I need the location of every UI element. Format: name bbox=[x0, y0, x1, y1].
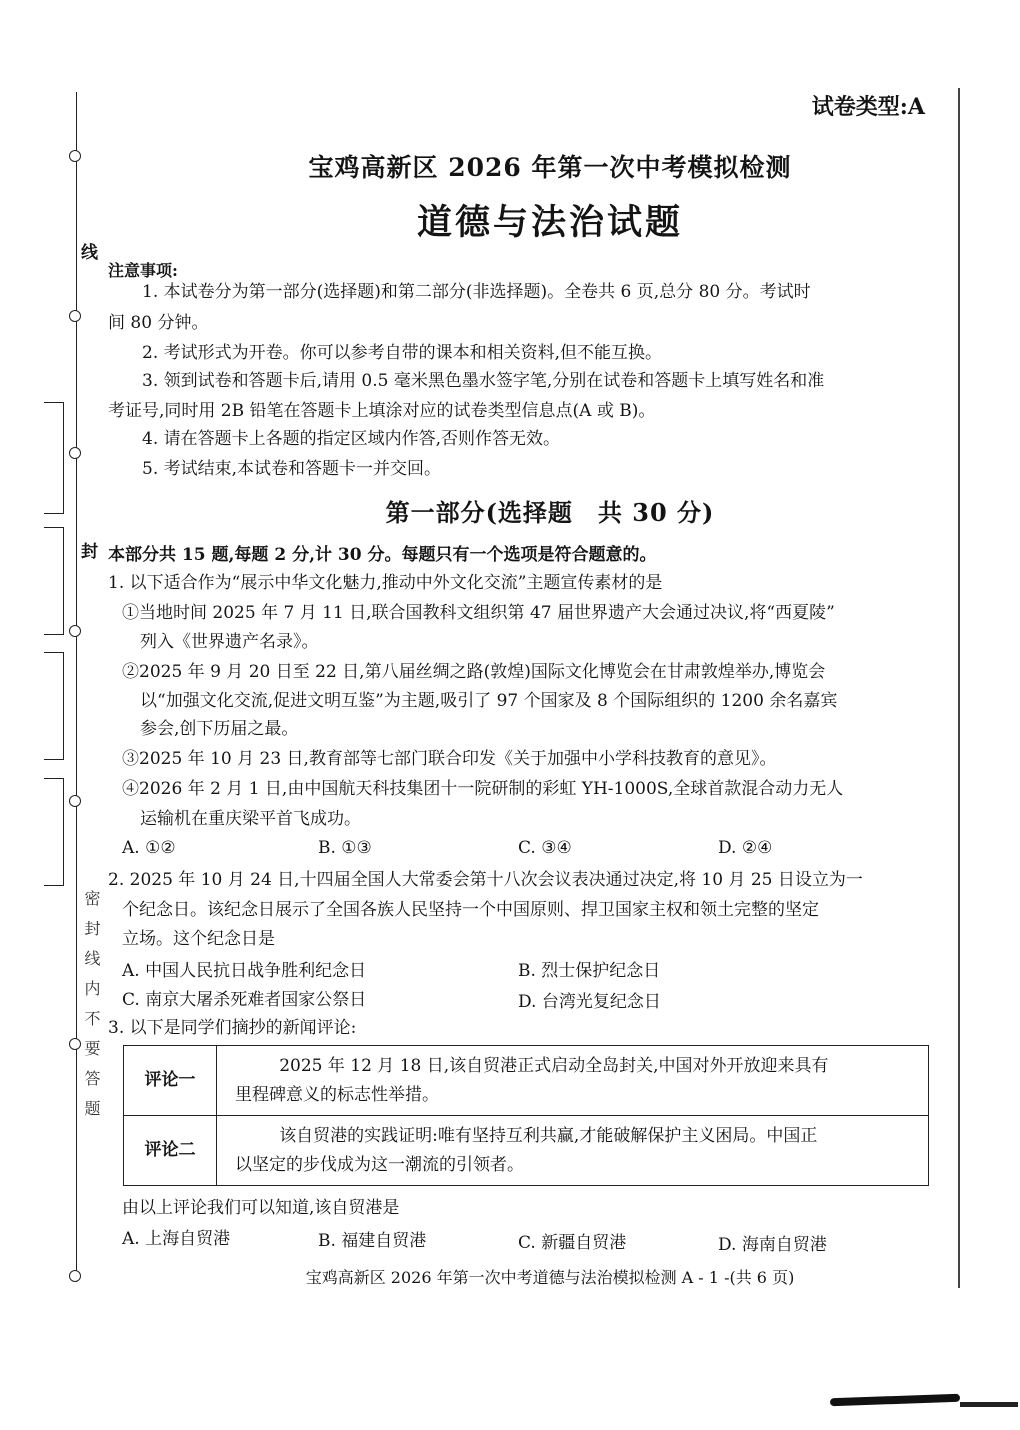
q2-option-d[interactable]: D. 台湾光复纪念日 bbox=[518, 992, 661, 1012]
q3-option-c[interactable]: C. 新疆自贸港 bbox=[518, 1233, 627, 1253]
note-line: 4. 请在答题卡上各题的指定区域内作答,否则作答无效。 bbox=[142, 429, 561, 449]
binding-line bbox=[76, 92, 77, 1282]
scan-artifact bbox=[960, 1402, 1018, 1407]
q1-option-a[interactable]: A. ①② bbox=[122, 838, 176, 858]
info-box bbox=[44, 778, 64, 886]
seal-char-line: 线 bbox=[81, 243, 98, 263]
q1-item-line: 参会,创下历届之最。 bbox=[140, 719, 299, 739]
comment-label: 评论一 bbox=[124, 1046, 217, 1116]
q1-option-b[interactable]: B. ①③ bbox=[318, 838, 372, 858]
binding-hole bbox=[69, 310, 81, 322]
info-box bbox=[44, 402, 64, 514]
comment-text: 该自贸港的实践证明:唯有坚持互利共赢,才能破解保护主义困局。中国正 以坚定的步伐成为这一潮流的引领者。 bbox=[217, 1116, 929, 1186]
question-2-stem: 个纪念日。该纪念日展示了全国各族人民坚持一个中国原则、捍卫国家主权和领土完整的坚定 bbox=[122, 900, 819, 920]
q1-item-line: ②2025 年 9 月 20 日至 22 日,第八届丝绸之路(敦煌)国际文化博览会在甘肃敦煌举办,博览会 bbox=[122, 662, 826, 682]
q1-option-c[interactable]: C. ③④ bbox=[518, 838, 572, 858]
comment-row bbox=[124, 1046, 929, 1116]
part-intro: 本部分共 15 题,每题 2 分,计 30 分。每题只有一个选项是符合题意的。 bbox=[108, 545, 657, 565]
binding-hole bbox=[69, 625, 81, 637]
comment-row bbox=[124, 1116, 929, 1186]
question-1-stem: 1. 以下适合作为“展示中华文化魅力,推动中外文化交流”主题宣传素材的是 bbox=[108, 573, 663, 593]
q2-option-c[interactable]: C. 南京大屠杀死难者国家公祭日 bbox=[122, 990, 367, 1010]
notes-heading: 注意事项: bbox=[108, 261, 178, 280]
note-line: 1. 本试卷分为第一部分(选择题)和第二部分(非选择题)。全卷共 6 页,总分 80 分。考试时 bbox=[142, 282, 811, 302]
q1-option-d[interactable]: D. ②④ bbox=[718, 838, 773, 858]
q1-item-line: ③2025 年 10 月 23 日,教育部等七部门联合印发《关于加强中小学科技教育的意见》。 bbox=[122, 749, 777, 769]
binding-hole bbox=[69, 1270, 81, 1282]
info-box bbox=[44, 527, 64, 635]
right-margin-rule bbox=[958, 88, 960, 1288]
note-line: 2. 考试形式为开卷。你可以参考自带的课本和相关资料,但不能互换。 bbox=[142, 343, 663, 363]
paper-type: 试卷类型:A bbox=[811, 94, 925, 120]
comment-text: 2025 年 12 月 18 日,该自贸港正式启动全岛封关,中国对外开放迎来具有 里程碑意义的标志性举措。 bbox=[217, 1046, 929, 1116]
q1-item-line: ④2026 年 2 月 1 日,由中国航天科技集团十一院研制的彩虹 YH-1000S,全球首款混合动力无人 bbox=[122, 779, 844, 799]
page-footer: 宝鸡高新区 2026 年第一次中考道德与法治模拟检测 A - 1 -(共 6 页) bbox=[305, 1268, 795, 1287]
binding-hole bbox=[69, 447, 81, 459]
info-box bbox=[44, 652, 64, 760]
note-line: 考证号,同时用 2B 铅笔在答题卡上填涂对应的试卷类型信息点(A 或 B)。 bbox=[108, 401, 656, 421]
note-line: 5. 考试结束,本试卷和答题卡一并交回。 bbox=[142, 459, 442, 479]
q2-option-a[interactable]: A. 中国人民抗日战争胜利纪念日 bbox=[122, 961, 367, 981]
scan-artifact bbox=[830, 1394, 960, 1407]
question-2-stem: 2. 2025 年 10 月 24 日,十四届全国人大常委会第十八次会议表决通过决定,将 10 月 25 日设立为一 bbox=[108, 870, 863, 890]
note-line: 间 80 分钟。 bbox=[108, 313, 209, 333]
exam-title: 宝鸡高新区 2026 年第一次中考模拟检测 bbox=[308, 153, 792, 182]
question-3-stem: 3. 以下是同学们摘抄的新闻评论: bbox=[108, 1018, 357, 1038]
q3-option-b[interactable]: B. 福建自贸港 bbox=[318, 1231, 427, 1251]
comment-table bbox=[123, 1045, 929, 1186]
q1-item-line: 列入《世界遗产名录》。 bbox=[140, 632, 319, 652]
q1-item-line: 以“加强文化交流,促进文明互鉴”为主题,吸引了 97 个国家及 8 个国际组织的 1200 余名嘉宾 bbox=[140, 691, 838, 711]
binding-hole bbox=[69, 150, 81, 162]
q3-option-a[interactable]: A. 上海自贸港 bbox=[122, 1229, 231, 1249]
question-2-stem: 立场。这个纪念日是 bbox=[122, 929, 275, 949]
binding-warning: 密封线内不要答题 bbox=[82, 890, 101, 1130]
question-3-ask: 由以上评论我们可以知道,该自贸港是 bbox=[122, 1198, 400, 1218]
q3-option-d[interactable]: D. 海南自贸港 bbox=[718, 1235, 827, 1255]
binding-hole bbox=[69, 795, 81, 807]
comment-label: 评论二 bbox=[124, 1116, 217, 1186]
q2-option-b[interactable]: B. 烈士保护纪念日 bbox=[518, 961, 661, 981]
q1-item-line: ①当地时间 2025 年 7 月 11 日,联合国教科文组织第 47 届世界遗产大会通过决议,将“西夏陵” bbox=[122, 603, 835, 623]
seal-char-seal: 封 bbox=[81, 542, 98, 562]
subject-title: 道德与法治试题 bbox=[416, 202, 683, 243]
note-line: 3. 领到试卷和答题卡后,请用 0.5 毫米黑色墨水签字笔,分别在试卷和答题卡上填写姓名和准 bbox=[142, 371, 825, 391]
q1-item-line: 运输机在重庆梁平首飞成功。 bbox=[140, 809, 361, 829]
part-title: 第一部分(选择题 共 30 分) bbox=[385, 498, 715, 527]
